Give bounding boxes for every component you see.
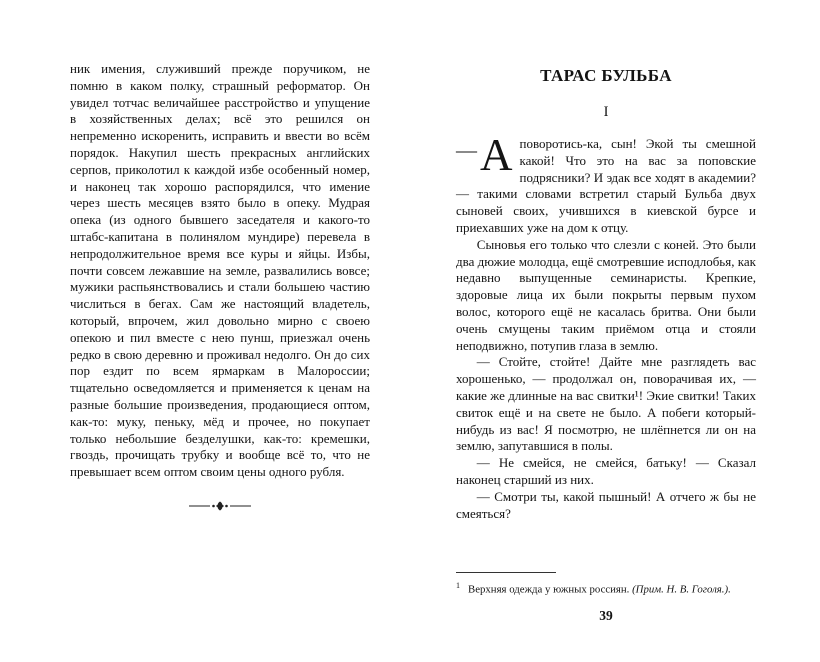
section-divider (70, 499, 370, 517)
paragraph: — Смотри ты, какой пышный! А отчего ж бы не смеяться? (456, 488, 756, 521)
page-right (456, 56, 756, 624)
drop-cap-letter: А (480, 130, 513, 180)
paragraph: — Не смейся, не смейся, батьку! — Сказал наконец старший из них. (456, 455, 756, 487)
footnote-attribution: (Прим. Н. В. Гоголя.). (632, 583, 731, 596)
footnote-text: Верхняя одежда у южных россиян. (468, 583, 630, 596)
chapter-number: I (603, 104, 609, 120)
book-title: ТАРАС БУЛЬБА (540, 66, 672, 85)
footnote-rule (456, 572, 556, 573)
footnote-marker: 1 (456, 580, 460, 590)
page-number: 39 (599, 608, 613, 623)
left-page-paragraph: ник имения, служивший прежде поручиком, не помню в каком полку, страшный реформатор. Он увидел тотчас величайшее расстройство и упущение в хозяйственных делах; всё это решился он непременно искоренить, исправить и ввести во всём порядок. Накупил шесть прекрасных английских серпов, приколотил к каждой избе особенный номер, и наконец так хорошо распорядился, что имение через шесть месяцев взято было в опеку. Мудрая опека (из одного бывшего заседателя и какого-то штабс-капитана в полинялом мундире) перевела в непродолжительное время все куры и яйцы. Избы, почти совсем лежавшие на земле, развалились вовсе; мужики распьянствовались и стали большею частию числиться в бегах. Сам же настоящий владетель, который, впрочем, жил довольно мирно с своею опекою и пил вместе с нею пунш, приезжал очень редко в свою деревню и проживал недолго. Он до сих пор ездит по всем ярмаркам в Малороссии; тщательно осведомляется и применяется к ценам на разные большие произведения, продающиеся оптом, как-то: муку, пеньку, мёд и прочее, но покупает только небольшие безделушки, как-то: кремешки, гвоздь, прочищать трубку и вообще всё то, что не превышает всем оптом своим цены одного рубля. (70, 61, 370, 480)
opening-dash: — (456, 138, 477, 162)
footnote (456, 579, 756, 597)
paragraph-dropcap (456, 130, 756, 237)
paragraph: Сыновья его только что слезли с коней. Это были два дюжие молодца, ещё смотревшие исподлобья, как недавно выпущенные семинаристы. Крепкие, здоровые лица их были покрыты первым пухом волос, которого ещё не касалась бритва. Они были очень смущены таким приёмом отца и стояли неподвижно, потупив глаза в землю. (456, 236, 756, 353)
paragraph: — Стойте, стойте! Дайте мне разглядеть вас хорошенько, — продолжал он, поворачивая их, — какие же длинные на вас свитки¹! Экие свитки! Таких свиток ещё и на свете не было. А побеги который-нибудь из вас! Я посмотрю, не шлёпнется ли он на землю, запутавшися в полы. (456, 354, 756, 454)
paragraph-text: поворотись-ка, сын! Экой ты смешной какой! Что это на вас за поповские подрясники? И эдак все ходят в академии? — такими словами встретил старый Бульба двух сыновей своих, учившихся в киевской бурсе и приехавших уже на дом к отцу. (456, 136, 756, 235)
footnote-block (456, 572, 756, 597)
drop-cap-group (456, 130, 520, 180)
page-left (70, 56, 370, 624)
fleuron-ornament-icon (187, 500, 253, 512)
